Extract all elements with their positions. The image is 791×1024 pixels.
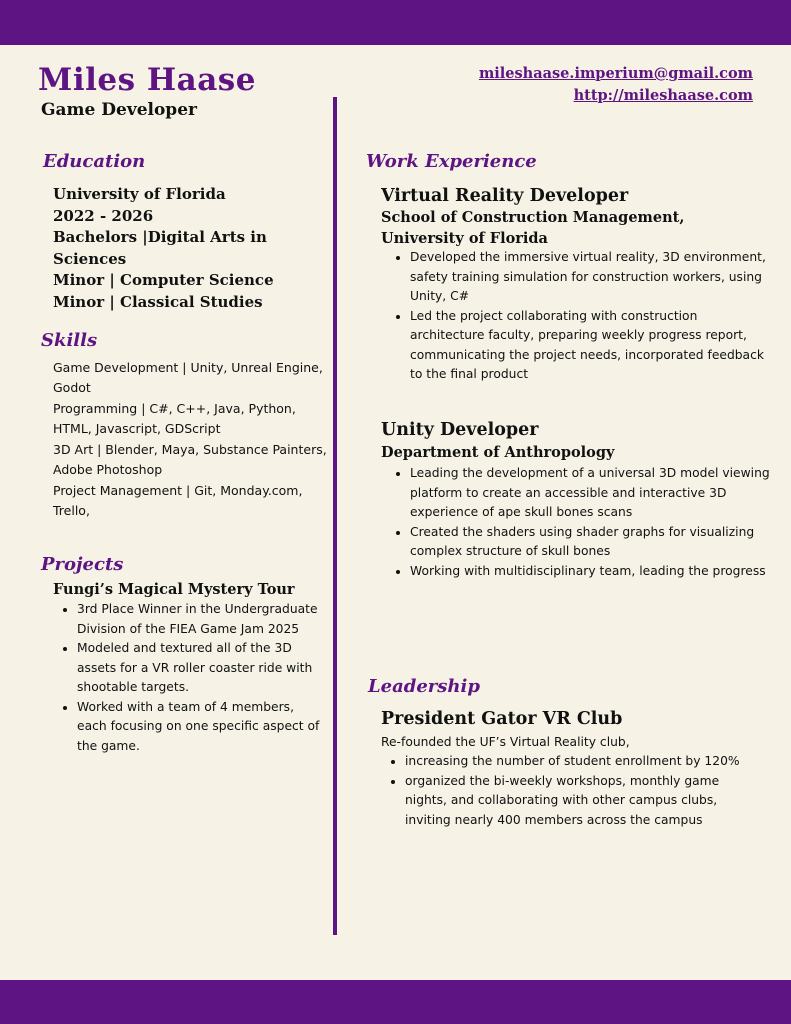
education-line: 2022 - 2026 bbox=[53, 206, 154, 225]
column-divider bbox=[333, 97, 337, 935]
project-title: Fungi’s Magical Mystery Tour bbox=[53, 581, 295, 598]
skill-item: 3D Art | Blender, Maya, Substance Painters, Adobe Photoshop bbox=[53, 442, 327, 477]
leadership-heading: Leadership bbox=[368, 676, 480, 697]
leadership-bullet: • increasing the number of student enrollment by 120% bbox=[405, 752, 763, 772]
job-title: Virtual Reality Developer bbox=[381, 186, 629, 206]
leadership-intro: Re-founded the UF’s Virtual Reality club, bbox=[381, 735, 630, 749]
email-link[interactable]: mileshaase.imperium@gmail.com bbox=[478, 65, 753, 82]
leadership-bullet: • organized the bi-weekly workshops, monthly game nights, and collaborating with other campus clubs, inviting nearly 400 members across the campus bbox=[405, 772, 763, 831]
education-line: Bachelors |Digital Arts in Sciences bbox=[53, 228, 267, 268]
contact-block bbox=[479, 63, 753, 107]
work-heading: Work Experience bbox=[366, 151, 537, 172]
skills-heading: Skills bbox=[41, 330, 98, 351]
education-line: Minor | Classical Studies bbox=[53, 292, 263, 311]
education-block bbox=[53, 184, 325, 313]
job-bullet: • Led the project collaborating with construction architecture faculty, preparing weekly progress report, communicating the project needs, incorporated feedback to the final product bbox=[410, 307, 773, 385]
job-bullets bbox=[388, 464, 773, 581]
skill-item: Game Development | Unity, Unreal Engine, Godot bbox=[53, 360, 323, 395]
project-bullet: • Modeled and textured all of the 3D assets for a VR roller coaster ride with shootable targets. bbox=[77, 639, 327, 698]
skill-item: Project Management | Git, Monday.com, Trello, bbox=[53, 483, 303, 518]
job-bullet: • Developed the immersive virtual reality, 3D environment, safety training simulation for construction workers, using Unity, C# bbox=[410, 248, 773, 307]
resume-role: Game Developer bbox=[41, 100, 197, 120]
project-bullets bbox=[55, 600, 327, 756]
project-bullet: • 3rd Place Winner in the Undergraduate Division of the FIEA Game Jam 2025 bbox=[77, 600, 327, 639]
job-bullet: • Leading the development of a universal 3D model viewing platform to create an accessible and interactive 3D experience of ape skull bones scans bbox=[410, 464, 773, 523]
job-bullets bbox=[388, 248, 773, 385]
leadership-bullets bbox=[383, 752, 763, 830]
education-line: Minor | Computer Science bbox=[53, 271, 274, 289]
website-link[interactable]: http://mileshaase.com bbox=[573, 87, 753, 104]
job-title: Unity Developer bbox=[381, 420, 539, 440]
job-organization: Department of Anthropology bbox=[381, 444, 615, 461]
job-organization: School of Construction Management, University of Florida bbox=[381, 209, 685, 247]
job-bullet: • Created the shaders using shader graphs for visualizing complex structure of skull bones bbox=[410, 523, 773, 562]
project-bullet: • Worked with a team of 4 members, each focusing on one specific aspect of the game. bbox=[77, 698, 327, 757]
education-heading: Education bbox=[43, 151, 146, 172]
bottom-band bbox=[0, 980, 791, 1024]
projects-heading: Projects bbox=[41, 554, 124, 575]
resume-name: Miles Haase bbox=[38, 62, 256, 98]
education-line: University of Florida bbox=[53, 185, 226, 203]
skills-list bbox=[53, 358, 328, 522]
top-band bbox=[0, 0, 791, 45]
skill-item: Programming | C#, C++, Java, Python, HTML, Javascript, GDScript bbox=[53, 401, 296, 436]
job-bullet: • Working with multidisciplinary team, leading the progress bbox=[410, 562, 773, 582]
leadership-title: President Gator VR Club bbox=[381, 709, 623, 729]
